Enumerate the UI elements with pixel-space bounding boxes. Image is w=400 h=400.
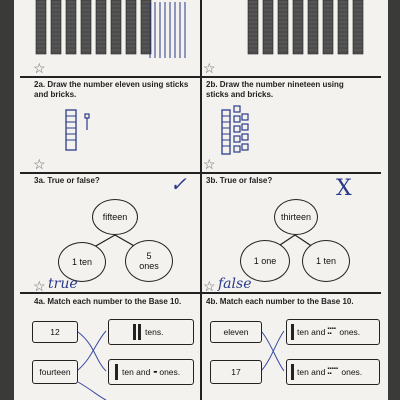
problem-4a-prompt: 4a. Match each number to the Base 10. xyxy=(34,297,182,306)
star-icon: ☆ xyxy=(203,278,216,294)
star-icon: ☆ xyxy=(33,278,46,294)
ones-dots: ▪▪▪▪▪▪ xyxy=(327,326,336,337)
match-4b-right-2[interactable]: ten and ▪▪▪▪▪▪▪ ones. xyxy=(286,359,380,385)
problem-3b-prompt: 3b. True or false? xyxy=(206,176,273,185)
match-4a-left-2[interactable]: fourteen xyxy=(32,360,78,384)
bond-3b-left: 1 one xyxy=(240,240,290,282)
ten-sticks-right xyxy=(200,0,400,76)
problem-4b-prompt: 4b. Match each number to the Base 10. xyxy=(206,297,354,306)
star-icon: ☆ xyxy=(203,60,216,76)
match-4b-left-1[interactable]: eleven xyxy=(210,321,262,343)
match-4b-left-2[interactable]: 17 xyxy=(210,360,262,384)
match-4b-right-1[interactable]: ten and ▪▪▪▪▪▪ ones. xyxy=(286,319,380,345)
row-divider-2 xyxy=(20,172,381,174)
row-divider-1 xyxy=(20,76,381,78)
bond-3a-left: 1 ten xyxy=(58,242,106,282)
problem-3a-prompt: 3a. True or false? xyxy=(34,176,100,185)
row-divider-3 xyxy=(20,292,381,294)
match-4a-right-1[interactable]: tens. xyxy=(108,319,194,345)
match-4a-left-1[interactable]: 12 xyxy=(32,321,78,343)
drawing-2b[interactable] xyxy=(220,104,280,164)
matching-lines-4b xyxy=(200,300,400,400)
star-icon: ☆ xyxy=(203,156,216,172)
drawing-2a[interactable] xyxy=(60,108,120,168)
bond-3a-right: 5 ones xyxy=(125,240,173,282)
problem-2b-prompt: 2b. Draw the number nineteen using sticks and bricks. xyxy=(206,80,344,99)
match-4a-right-2[interactable]: ten and ▪▪ ones. xyxy=(108,359,194,385)
bond-3a-top: fifteen xyxy=(92,199,138,235)
answer-3a[interactable]: true xyxy=(48,276,78,292)
bond-3b-top: thirteen xyxy=(274,199,318,235)
star-icon: ☆ xyxy=(33,156,46,172)
x-mark: X xyxy=(336,176,352,201)
star-icon: ☆ xyxy=(33,60,46,76)
ten-sticks-left xyxy=(0,0,200,76)
ones-dots: ▪▪ xyxy=(153,368,157,376)
problem-2a-prompt: 2a. Draw the number eleven using sticks and bricks. xyxy=(34,80,189,99)
check-mark: ✓ xyxy=(170,172,187,196)
answer-3b[interactable]: false xyxy=(218,276,252,292)
bond-3b-right: 1 ten xyxy=(302,240,350,282)
ones-dots: ▪▪▪▪▪▪▪ xyxy=(327,366,339,377)
matching-lines-4a xyxy=(0,300,200,400)
